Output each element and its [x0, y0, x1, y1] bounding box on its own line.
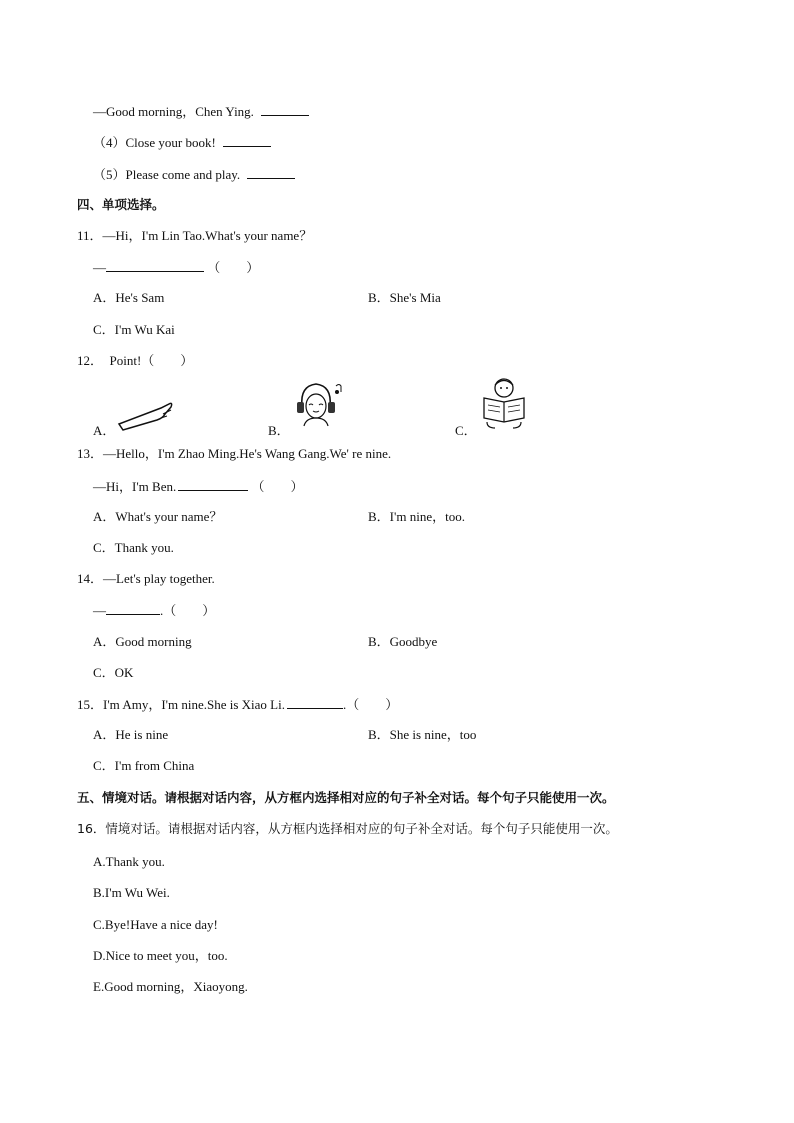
- child-reading-icon: [479, 376, 529, 428]
- reply-suffix[interactable]: .（ ）: [160, 603, 216, 618]
- options-row: [0, 727, 794, 743]
- option-label: B．: [268, 423, 290, 438]
- option-c[interactable]: C．I'm from China: [93, 758, 195, 773]
- section-heading: 四、单项选择。: [77, 197, 165, 212]
- option-b[interactable]: B．Goodbye: [368, 634, 438, 649]
- pointing-hand-icon: [117, 394, 177, 434]
- question-stem: 14．—Let's play together.: [77, 571, 215, 586]
- sentence-option: C.Bye!Have a nice day!: [93, 917, 218, 932]
- sentence-option: B.I'm Wu Wei.: [93, 885, 170, 900]
- options-row: [0, 509, 794, 525]
- reply-prefix: —Hi，I'm Ben.: [93, 479, 177, 494]
- question-stem: 16．情境对话。请根据对话内容，从方框内选择相对应的句子补全对话。每个句子只能使用一次。: [77, 821, 618, 836]
- option-b[interactable]: [268, 382, 388, 438]
- answer-blank[interactable]: [287, 696, 343, 709]
- answer-blank[interactable]: [178, 478, 248, 491]
- answer-blank[interactable]: [247, 166, 295, 179]
- option-b[interactable]: B．She is nine，too: [368, 727, 477, 742]
- option-label: A．: [93, 423, 116, 438]
- answer-blank[interactable]: [261, 103, 309, 116]
- sentence-option: A.Thank you.: [93, 854, 165, 869]
- sentence-option: D.Nice to meet you，too.: [93, 948, 228, 963]
- answer-blank[interactable]: [106, 602, 160, 615]
- option-c[interactable]: [455, 378, 575, 438]
- section-heading: 五、情境对话。请根据对话内容，从方框内选择相对应的句子补全对话。每个句子只能使用一次。: [77, 790, 615, 805]
- reply-prefix: —: [93, 603, 106, 618]
- option-label: C．: [455, 423, 477, 438]
- dialogue-line: [93, 103, 309, 120]
- answer-paren[interactable]: .（ ）: [342, 697, 399, 712]
- option-a[interactable]: A．Good morning: [93, 634, 192, 649]
- sub-question-5: [93, 166, 295, 183]
- option-c[interactable]: C．I'm Wu Kai: [93, 322, 175, 337]
- sub-question-4: [93, 134, 271, 151]
- question-stem: 13．—Hello，I'm Zhao Ming.He's Wang Gang.We' re nine.: [77, 446, 392, 461]
- option-b[interactable]: B．She's Mia: [368, 290, 441, 305]
- girl-headphones-icon: [292, 380, 348, 428]
- question-stem: 11．—Hi，I'm Lin Tao.What's your name？: [77, 228, 313, 243]
- reply-line: [93, 259, 259, 276]
- answer-paren[interactable]: （ ）: [207, 260, 260, 275]
- option-c[interactable]: C．Thank you.: [93, 540, 174, 555]
- reply-line: [93, 602, 215, 619]
- answer-paren[interactable]: （ ）: [251, 479, 304, 494]
- dialogue-text: —Good morning，Chen Ying.: [93, 104, 254, 119]
- option-b[interactable]: B．I'm nine，too.: [368, 509, 465, 524]
- options-row: [0, 634, 794, 650]
- sub-question-text: （5）Please come and play.: [93, 167, 241, 182]
- option-a[interactable]: A．He is nine: [93, 727, 169, 742]
- question-text: 15．I'm Amy，I'm nine.She is Xiao Li.: [77, 697, 285, 712]
- option-a[interactable]: A．He's Sam: [93, 290, 165, 305]
- question-stem: 12． Point!（ ）: [77, 353, 194, 368]
- options-row: [0, 290, 794, 306]
- sub-question-text: （4）Close your book!: [93, 135, 216, 150]
- option-a[interactable]: A．What's your name？: [93, 509, 223, 524]
- answer-blank[interactable]: [223, 134, 271, 147]
- option-a[interactable]: [93, 382, 253, 438]
- answer-blank[interactable]: [106, 259, 204, 272]
- sentence-option: E.Good morning，Xiaoyong.: [93, 979, 248, 994]
- reply-prefix: —: [93, 260, 106, 275]
- option-c[interactable]: C．OK: [93, 665, 134, 680]
- reply-line: [93, 478, 304, 495]
- question-stem: [77, 696, 398, 713]
